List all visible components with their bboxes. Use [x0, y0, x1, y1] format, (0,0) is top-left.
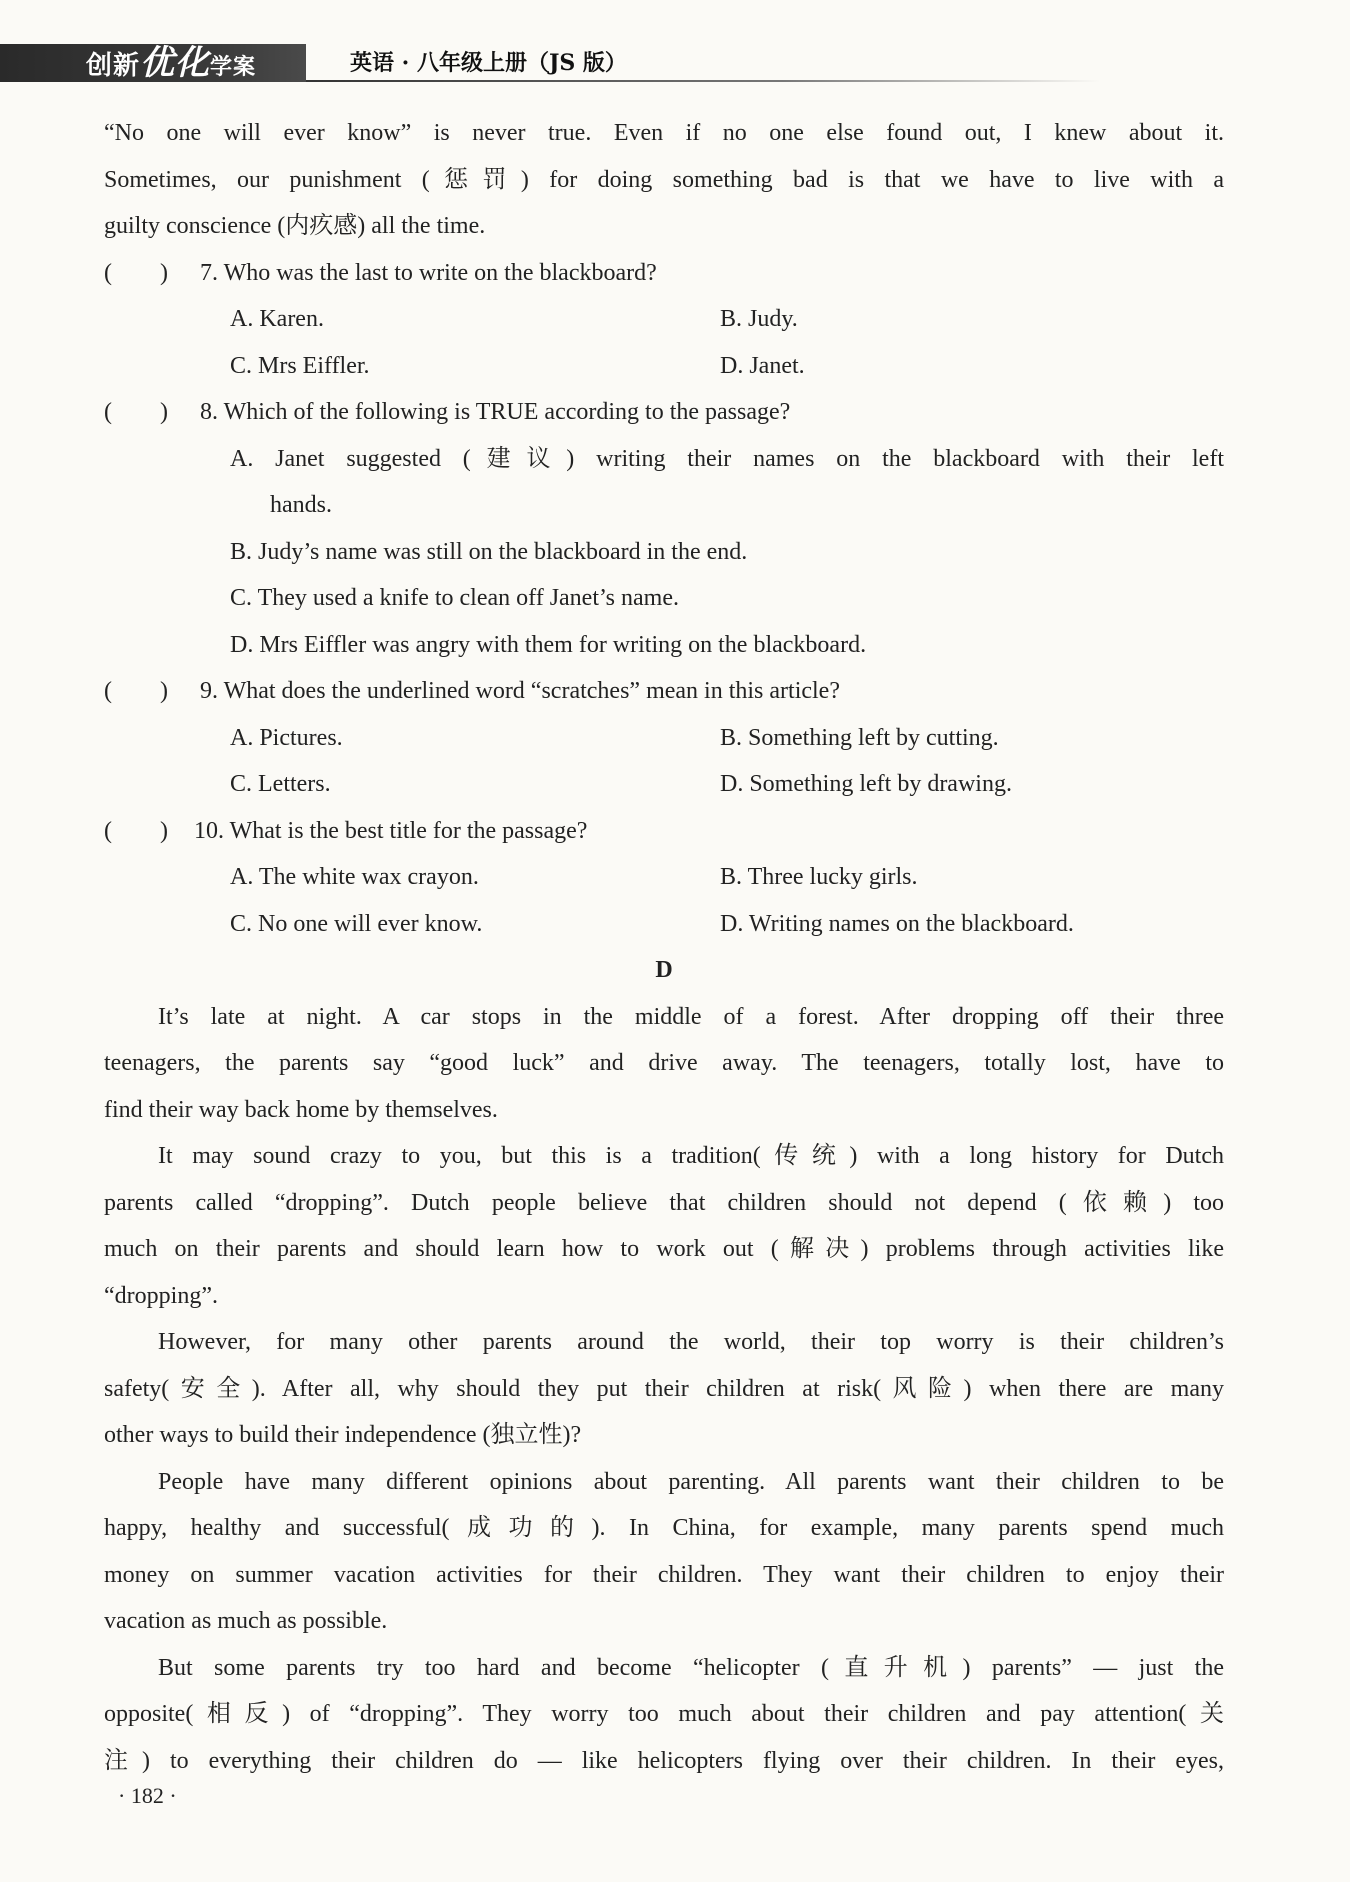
option-a: A. The white wax crayon. — [230, 864, 479, 890]
option-d: D. Mrs Eiffler was angry with them for writing on the blackboard. — [230, 631, 867, 658]
header-rule — [306, 80, 1100, 82]
logo-part-4: 学案 — [210, 55, 257, 80]
page-content — [104, 110, 1224, 1784]
logo-part-1: 创新 — [86, 51, 141, 81]
book-subtitle: 英语 · 八年级上册（JS 版） — [350, 50, 627, 76]
paragraph-line: It may sound crazy to you, but this is a tradition(传统) with a long history for Dutch — [158, 1143, 1224, 1169]
question-9 — [104, 668, 1224, 715]
logo-part-3: 化 — [175, 43, 211, 83]
option-c: C. They used a knife to clean off Janet’s name. — [230, 585, 679, 611]
paragraph — [104, 1459, 1224, 1645]
paragraph-line: happy, healthy and successful(成功的). In China, for example, many parents spend much — [104, 1515, 1224, 1541]
options-row — [104, 854, 1224, 901]
option-d: D. Something left by drawing. — [720, 771, 1012, 797]
options-row — [104, 901, 1224, 948]
passage-line: “No one will ever know” is never true. Even if no one else found out, I knew about it. — [104, 120, 1224, 146]
option-c: C. Letters. — [230, 771, 331, 797]
question-text: 7. Who was the last to write on the blackboard? — [200, 259, 657, 286]
passage-ending — [104, 110, 1224, 250]
options-row — [104, 761, 1224, 808]
paragraph-line: “dropping”. — [104, 1282, 218, 1309]
paragraph-line: opposite(相反) of “dropping”. They worry too much about their children and pay attention(关 — [104, 1701, 1224, 1727]
paragraph-line: vacation as much as possible. — [104, 1608, 388, 1634]
option-a: A. Karen. — [230, 306, 324, 332]
paragraph-line: safety(安全). After all, why should they put their children at risk(风险) when there are many — [104, 1375, 1224, 1402]
section-title: D — [655, 957, 673, 983]
paragraph-line: However, for many other parents around the world, their top worry is their children’s — [158, 1329, 1224, 1355]
paragraph-line: 注) to everything their children do — like helicopters flying over their children. In their eyes, — [104, 1747, 1224, 1774]
paragraph-line: money on summer vacation activities for their children. They want their children to enjoy their — [104, 1561, 1224, 1588]
paragraph-line: much on their parents and should learn how to work out (解决) problems through activities like — [104, 1236, 1224, 1262]
option-b: B. Something left by cutting. — [720, 724, 999, 751]
options-row — [104, 343, 1224, 390]
option-b: B. Judy. — [720, 306, 798, 332]
option-a-continued: hands. — [270, 492, 332, 518]
passage-line: Sometimes, our punishment (惩罚) for doing something bad is that we have to live with a — [104, 166, 1224, 193]
answer-blank: ( ) — [104, 678, 168, 704]
paragraph-line: find their way back home by themselves. — [104, 1096, 498, 1123]
option-b: B. Judy’s name was still on the blackboard in the end. — [230, 538, 748, 565]
option-a: A. Pictures. — [230, 724, 343, 751]
page-header — [0, 44, 1350, 84]
paragraph — [104, 994, 1224, 1134]
passage-line: guilty conscience (内疚感) all the time. — [104, 213, 486, 239]
logo-part-2: 优 — [140, 43, 176, 83]
options-row — [104, 715, 1224, 762]
question-text: 9. What does the underlined word “scratches” mean in this article? — [200, 678, 840, 704]
answer-blank: ( ) — [104, 259, 168, 286]
option-b: B. Three lucky girls. — [720, 864, 918, 890]
paragraph — [104, 1133, 1224, 1319]
page-number: · 182 · — [118, 1783, 177, 1808]
paragraph-line: It’s late at night. A car stops in the middle of a forest. After dropping off their three — [158, 1003, 1224, 1030]
paragraph — [104, 1319, 1224, 1459]
question-text: 10. What is the best title for the passage? — [194, 817, 588, 844]
paragraph-line: People have many different opinions about parenting. All parents want their children to be — [158, 1468, 1224, 1495]
question-8 — [104, 389, 1224, 436]
paragraph-line: But some parents try too hard and become “helicopter (直升机) parents” — just the — [158, 1654, 1224, 1681]
paragraph — [104, 1645, 1224, 1785]
option-d: D. Writing names on the blackboard. — [720, 910, 1074, 937]
paragraph-line: teenagers, the parents say “good luck” and drive away. The teenagers, totally lost, have to — [104, 1050, 1224, 1076]
option-c: C. No one will ever know. — [230, 910, 483, 937]
answer-blank: ( ) — [104, 817, 168, 844]
option-a: A. Janet suggested (建议) writing their names on the blackboard with their left — [230, 445, 1224, 472]
question-7 — [104, 250, 1224, 297]
paragraph-line: other ways to build their independence (独立性)? — [104, 1422, 582, 1448]
options-row — [104, 296, 1224, 343]
question-10 — [104, 808, 1224, 855]
option-c: C. Mrs Eiffler. — [230, 352, 370, 379]
answer-blank: ( ) — [104, 399, 168, 425]
series-logo — [86, 44, 256, 82]
option-d: D. Janet. — [720, 352, 805, 379]
question-text: 8. Which of the following is TRUE according to the passage? — [200, 399, 791, 425]
paragraph-line: parents called “dropping”. Dutch people believe that children should not depend (依赖) too — [104, 1189, 1224, 1216]
